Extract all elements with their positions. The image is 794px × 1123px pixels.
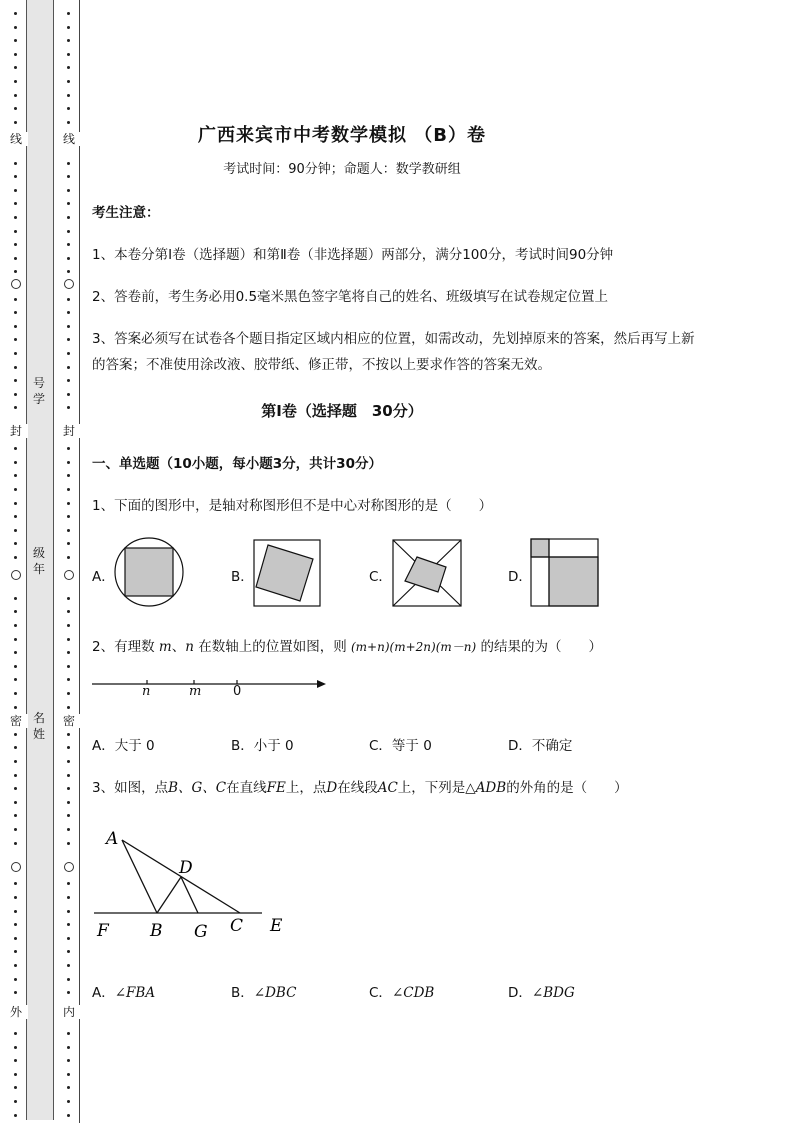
binding-dot [14, 393, 17, 396]
binding-dot [14, 94, 17, 97]
binding-dot [14, 1073, 17, 1076]
binding-dot [14, 733, 17, 736]
outer-mark-seal: 封 [4, 424, 28, 438]
binding-dot [14, 638, 17, 641]
binding-dot [14, 352, 17, 355]
outer-mark-outside: 外 [4, 1005, 28, 1019]
binding-dot [14, 447, 17, 450]
binding-dot [14, 311, 17, 314]
q2-option-d[interactable]: D．不确定 [508, 738, 573, 754]
numberline-label-m: m [189, 684, 202, 699]
point-label-d: D [179, 858, 193, 878]
part-heading: 一、单选题（10小题，每小题3分，共计30分） [92, 456, 382, 472]
binding-dot [67, 597, 70, 600]
strip-field-student-id: 号 学 [32, 376, 45, 406]
binding-dot [14, 937, 17, 940]
binding-dot [67, 882, 70, 885]
binding-dot [67, 515, 70, 518]
binding-dot [14, 597, 17, 600]
question-3-stem: 3、如图，点B、G、C在直线FE上，点D在线段AC上，下列是△ADB的外角的是（ ） [92, 780, 628, 796]
binding-dot [67, 80, 70, 83]
binding-dot [67, 461, 70, 464]
binding-dot [67, 665, 70, 668]
binding-dot [14, 706, 17, 709]
binding-dot [14, 12, 17, 15]
binding-dot [67, 488, 70, 491]
q1-option-a-figure [113, 536, 185, 608]
outer-circle-icon [11, 279, 21, 289]
binding-dot [67, 787, 70, 790]
notice-item-3-cont: 的答案；不准使用涂改液、胶带纸、修正带，不按以上要求作答的答案无效。 [92, 357, 551, 373]
binding-dot [14, 814, 17, 817]
strip-field-grade: 级 年 [32, 546, 45, 576]
binding-dot [67, 338, 70, 341]
binding-dot [14, 665, 17, 668]
binding-dot [14, 1046, 17, 1049]
binding-dot [67, 189, 70, 192]
binding-dot [67, 107, 70, 110]
binding-dot [14, 406, 17, 409]
binding-dot [67, 66, 70, 69]
inner-circle-icon [64, 570, 74, 580]
binding-dot [67, 978, 70, 981]
binding-dot [14, 216, 17, 219]
binding-dot [14, 488, 17, 491]
inner-mark-inside: 内 [57, 1005, 81, 1019]
binding-dot [67, 53, 70, 56]
binding-dot [14, 107, 17, 110]
q1-option-c-figure [392, 539, 462, 607]
binding-dot [67, 910, 70, 913]
inner-circle-icon [64, 862, 74, 872]
point-label-e: E [270, 916, 283, 936]
q2-number-line [92, 680, 332, 704]
binding-dot [14, 39, 17, 42]
binding-dot [67, 556, 70, 559]
outer-mark-line: 线 [4, 132, 28, 146]
binding-dot [67, 298, 70, 301]
binding-dot [14, 678, 17, 681]
outer-circle-icon [11, 570, 21, 580]
binding-dot [14, 910, 17, 913]
binding-dot [67, 1086, 70, 1089]
binding-dot [14, 828, 17, 831]
binding-dot [14, 66, 17, 69]
binding-dot [67, 610, 70, 613]
binding-dot [14, 379, 17, 382]
binding-dot [14, 923, 17, 926]
binding-dot [67, 651, 70, 654]
inner-seal-column [57, 0, 81, 1123]
binding-dot [14, 692, 17, 695]
q3-option-b[interactable]: B．∠DBC [231, 985, 297, 1001]
inner-mark-line: 线 [57, 132, 81, 146]
q1-option-d-label[interactable]: D． [508, 569, 532, 585]
binding-dot [14, 243, 17, 246]
binding-dot [67, 937, 70, 940]
binding-dot [67, 162, 70, 165]
notice-item-3: 3、答案必须写在试卷各个题目指定区域内相应的位置，如需改动，先划掉原来的答案，然后再写上新 [92, 331, 695, 347]
binding-dot [67, 121, 70, 124]
binding-dot [67, 842, 70, 845]
binding-dot [14, 202, 17, 205]
binding-dot [67, 624, 70, 627]
binding-dot [14, 121, 17, 124]
inner-mark-seal: 封 [57, 424, 81, 438]
binding-dot [14, 270, 17, 273]
binding-dot [14, 610, 17, 613]
binding-dot [14, 1100, 17, 1103]
binding-dot [14, 746, 17, 749]
binding-dot [67, 760, 70, 763]
q1-option-d-figure [530, 538, 600, 608]
binding-dot [67, 230, 70, 233]
numberline-label-n: n [142, 684, 151, 699]
binding-dot [67, 352, 70, 355]
binding-dot [67, 270, 70, 273]
binding-dot [67, 923, 70, 926]
binding-dot [67, 542, 70, 545]
binding-dot [67, 202, 70, 205]
binding-dot [67, 39, 70, 42]
q3-option-a[interactable]: A．∠FBA [92, 985, 156, 1001]
binding-dot [67, 406, 70, 409]
binding-dot [67, 814, 70, 817]
binding-dot [14, 461, 17, 464]
binding-dot [14, 542, 17, 545]
binding-dot [67, 1100, 70, 1103]
binding-dot [67, 447, 70, 450]
binding-dot [67, 1032, 70, 1035]
q1-option-b-figure [253, 539, 321, 607]
binding-dot [67, 692, 70, 695]
binding-dot [14, 325, 17, 328]
question-1-stem: 1、下面的图形中，是轴对称图形但不是中心对称图形的是（ ） [92, 498, 493, 514]
binding-dot [67, 474, 70, 477]
binding-dot [14, 774, 17, 777]
binding-dot [67, 26, 70, 29]
binding-dot [14, 1086, 17, 1089]
notice-item-1: 1、本卷分第I卷（选择题）和第Ⅱ卷（非选择题）两部分，满分100分，考试时间90分钟 [92, 247, 614, 263]
binding-dot [14, 624, 17, 627]
binding-dot [14, 298, 17, 301]
question-2-stem: 2、有理数 m、n 在数轴上的位置如图，则 (m+n)(m+2n)(m－n) 的结果的为（ ） [92, 639, 602, 655]
binding-dot [67, 964, 70, 967]
binding-dot [67, 1073, 70, 1076]
binding-dot [67, 638, 70, 641]
binding-dot [67, 706, 70, 709]
q2-option-a[interactable]: A．大于 0 [92, 738, 155, 754]
binding-dot [14, 162, 17, 165]
binding-dot [67, 311, 70, 314]
binding-dot [14, 26, 17, 29]
binding-dot [67, 896, 70, 899]
binding-dot [14, 842, 17, 845]
binding-dot [67, 366, 70, 369]
binding-dot [14, 1114, 17, 1117]
point-label-f: F [97, 921, 109, 941]
binding-dot [67, 257, 70, 260]
inner-mark-dense: 密 [57, 714, 81, 728]
binding-dot [14, 787, 17, 790]
binding-dot [14, 529, 17, 532]
binding-dot [67, 529, 70, 532]
outer-mark-dense: 密 [4, 714, 28, 728]
binding-dot [14, 556, 17, 559]
inner-circle-icon [64, 279, 74, 289]
binding-dot [67, 774, 70, 777]
binding-dot [67, 243, 70, 246]
q2-option-b[interactable]: B．小于 0 [231, 738, 294, 754]
binding-dot [14, 651, 17, 654]
binding-dot [67, 94, 70, 97]
binding-dot [14, 760, 17, 763]
binding-dot [14, 80, 17, 83]
binding-dot [14, 964, 17, 967]
binding-dot [67, 175, 70, 178]
binding-dot [14, 1059, 17, 1062]
binding-dot [14, 896, 17, 899]
q1-option-a-label[interactable]: A． [92, 569, 115, 585]
binding-dot [14, 515, 17, 518]
binding-dot [14, 230, 17, 233]
binding-dot [14, 950, 17, 953]
numberline-label-zero: 0 [233, 684, 242, 699]
exam-title: 广西来宾市中考数学模拟 （B）卷 [198, 125, 486, 146]
binding-dot [67, 678, 70, 681]
binding-dot [67, 12, 70, 15]
binding-dot [14, 53, 17, 56]
binding-dot [67, 991, 70, 994]
binding-dot [14, 502, 17, 505]
binding-dot [67, 379, 70, 382]
binding-dot [14, 189, 17, 192]
binding-dot [14, 474, 17, 477]
binding-dot [14, 338, 17, 341]
notice-heading: 考生注意： [92, 205, 160, 221]
binding-dot [67, 502, 70, 505]
binding-dot [14, 882, 17, 885]
q1-option-b-label[interactable]: B． [231, 569, 254, 585]
q1-option-c-label[interactable]: C． [369, 569, 392, 585]
binding-dot [14, 1032, 17, 1035]
binding-dot [67, 801, 70, 804]
binding-dot [14, 257, 17, 260]
binding-dot [67, 746, 70, 749]
binding-dot [67, 1059, 70, 1062]
point-label-b: B [150, 921, 163, 941]
outer-circle-icon [11, 862, 21, 872]
binding-dot [67, 733, 70, 736]
binding-dot [67, 950, 70, 953]
binding-dot [67, 393, 70, 396]
binding-dot [14, 175, 17, 178]
binding-dot [67, 828, 70, 831]
binding-dot [67, 325, 70, 328]
binding-dot [14, 801, 17, 804]
binding-dot [67, 216, 70, 219]
strip-field-name: 名 姓 [32, 711, 45, 741]
point-label-g: G [194, 922, 208, 942]
binding-dot [67, 1114, 70, 1117]
binding-dot [14, 366, 17, 369]
q3-geometry-figure [92, 822, 302, 946]
notice-item-2: 2、答卷前，考生务必用0.5毫米黑色签字笔将自己的姓名、班级填写在试卷规定位置上 [92, 289, 609, 305]
outer-seal-column [4, 0, 28, 1123]
q3-option-d[interactable]: D．∠BDG [508, 985, 575, 1001]
point-label-c: C [230, 916, 244, 936]
exam-subtitle: 考试时间：90分钟；命题人：数学教研组 [223, 162, 461, 177]
binding-dot [14, 991, 17, 994]
binding-dot [14, 978, 17, 981]
binding-dot [67, 1046, 70, 1049]
section-title: 第I卷（选择题 30分） [261, 402, 423, 420]
point-label-a: A [106, 829, 119, 849]
q3-option-c[interactable]: C．∠CDB [369, 985, 435, 1001]
q2-option-c[interactable]: C．等于 0 [369, 738, 432, 754]
